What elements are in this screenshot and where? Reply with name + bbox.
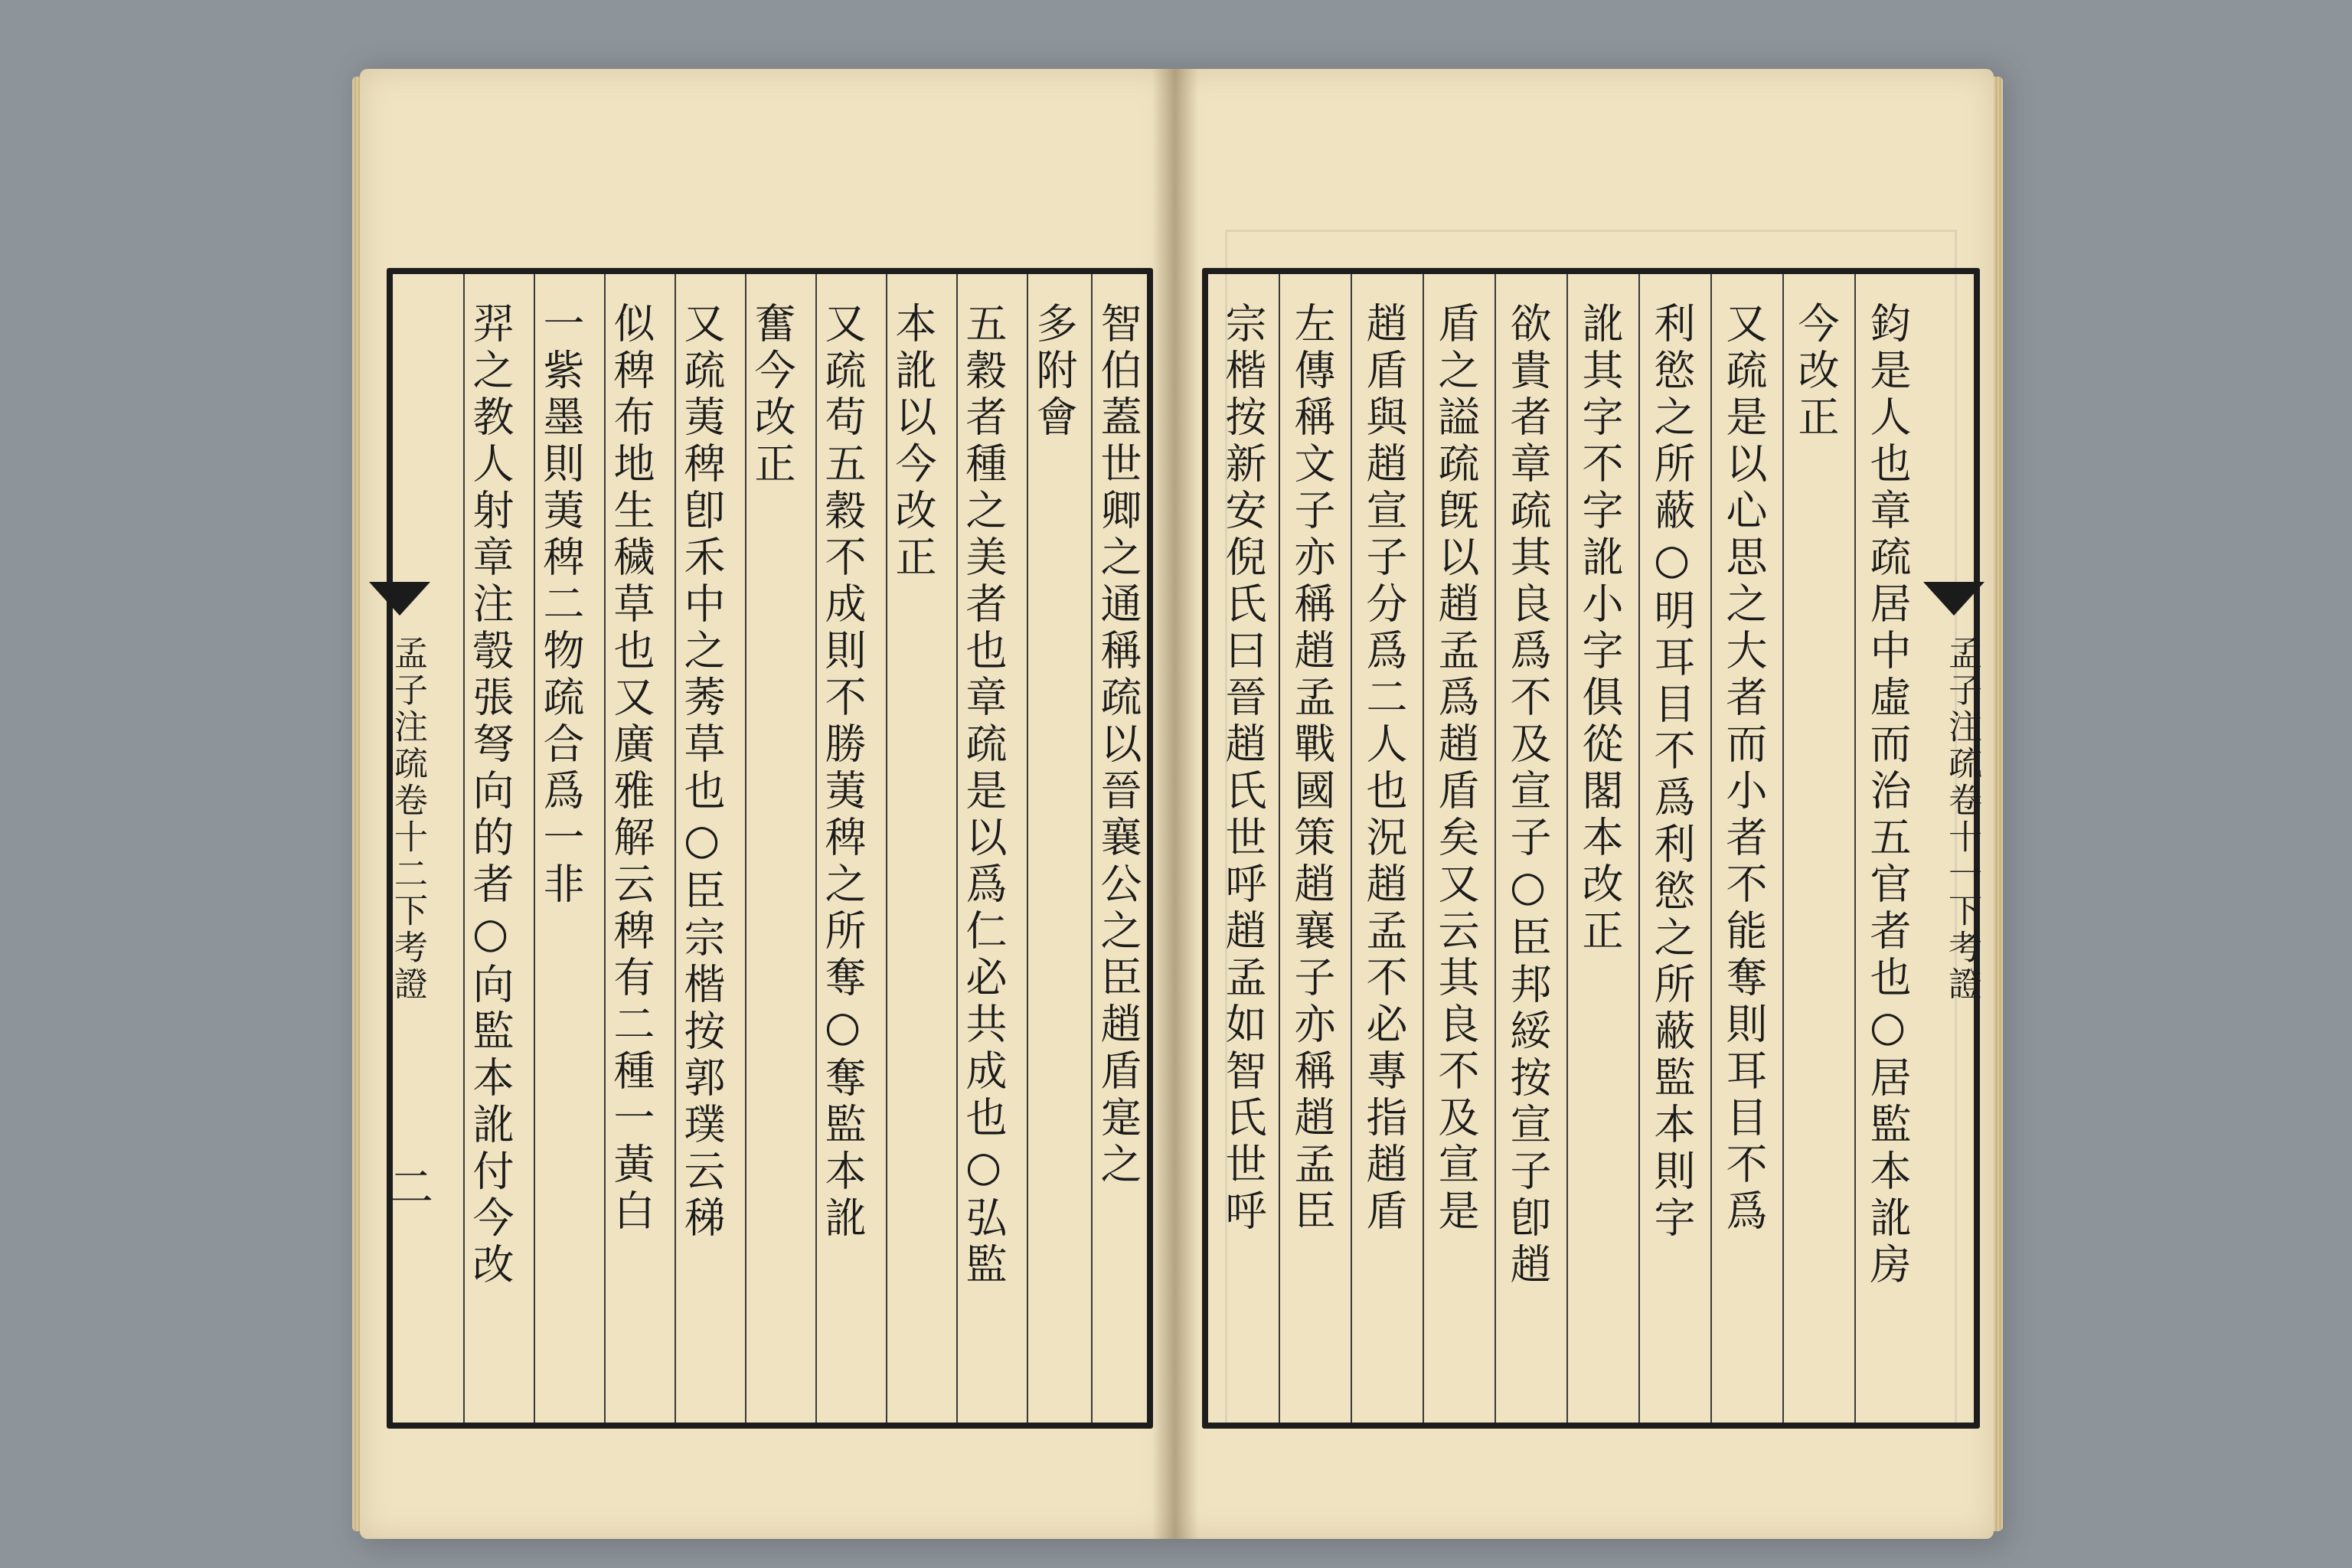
text-column: 智伯蓋世卿之通稱疏以晉襄公之臣趙盾寔之 (1094, 302, 1142, 1189)
text-column: 一紫墨則荑稗二物疏合爲一非 (537, 302, 585, 909)
text-column: 訛其字不字訛小字俱從閣本改正 (1576, 302, 1624, 956)
fish-tail-mark (1923, 582, 1984, 616)
text-column: 五穀者種之美者也章疏是以爲仁必共成也○弘監 (959, 302, 1008, 1289)
column-rule (886, 274, 887, 1423)
column-rule (463, 274, 465, 1423)
column-rule (1091, 274, 1093, 1423)
column-rule (1638, 274, 1640, 1423)
column-rule (1782, 274, 1784, 1423)
column-rule (1566, 274, 1568, 1423)
page-banner-title: 孟子注疏卷十一下考證 (1942, 635, 1981, 1003)
column-rule (675, 274, 676, 1423)
column-rule (1423, 274, 1424, 1423)
folio-number: 二 (381, 1164, 433, 1208)
column-rule (1854, 274, 1856, 1423)
column-rule (604, 274, 606, 1423)
column-rule (1351, 274, 1352, 1423)
column-rule (956, 274, 958, 1423)
text-column: 左傳稱文子亦稱趙孟戰國策趙襄子亦稱趙孟臣 (1288, 302, 1336, 1236)
fish-tail-mark (369, 582, 430, 616)
column-rule (745, 274, 746, 1423)
column-rule (1710, 274, 1712, 1423)
left-text-frame (387, 268, 1153, 1429)
text-column: 本訛以今改正 (889, 302, 937, 582)
column-rule (1494, 274, 1496, 1423)
text-column: 利慾之所蔽○明耳目不爲利慾之所蔽監本則字 (1648, 302, 1696, 1243)
right-text-frame (1202, 268, 1980, 1429)
text-column: 似稗布地生穢草也又廣雅解云稗有二種一黃白 (607, 302, 655, 1236)
text-column: 多附會 (1030, 302, 1078, 442)
text-column: 今改正 (1792, 302, 1840, 442)
text-column: 羿之教人射章注彀張弩向的者○向監本訛付今改 (466, 302, 514, 1289)
text-column: 鈞是人也章疏居中虛而治五官者也○居監本訛房 (1864, 302, 1912, 1289)
book-gutter (1152, 69, 1198, 1539)
column-rule (815, 274, 817, 1423)
text-column: 奮今改正 (748, 302, 796, 488)
page-banner-title: 孟子注疏卷十二下考證 (388, 635, 427, 1003)
text-column: 趙盾與趙宣子分爲二人也況趙孟不必專指趙盾 (1360, 302, 1408, 1236)
text-column: 宗楷按新安倪氏曰晉趙氏世呼趙孟如智氏世呼 (1219, 302, 1267, 1236)
right-page-center-band (1923, 582, 1986, 1317)
text-column: 又疏苟五穀不成則不勝荑稗之所奪○奪監本訛 (818, 302, 867, 1243)
text-column: 又疏是以心思之大者而小者不能奪則耳目不爲 (1720, 302, 1768, 1236)
column-rule (1279, 274, 1280, 1423)
column-rule (534, 274, 535, 1423)
text-column: 又疏荑稗卽禾中之莠草也○臣宗楷按郭璞云稊 (678, 302, 726, 1243)
column-rule (1027, 274, 1028, 1423)
text-column: 盾之謚疏旣以趙孟爲趙盾矣又云其良不及宣是 (1432, 302, 1480, 1236)
text-column: 欲貴者章疏其良爲不及宣子○臣邦綏按宣子卽趙 (1504, 302, 1552, 1289)
